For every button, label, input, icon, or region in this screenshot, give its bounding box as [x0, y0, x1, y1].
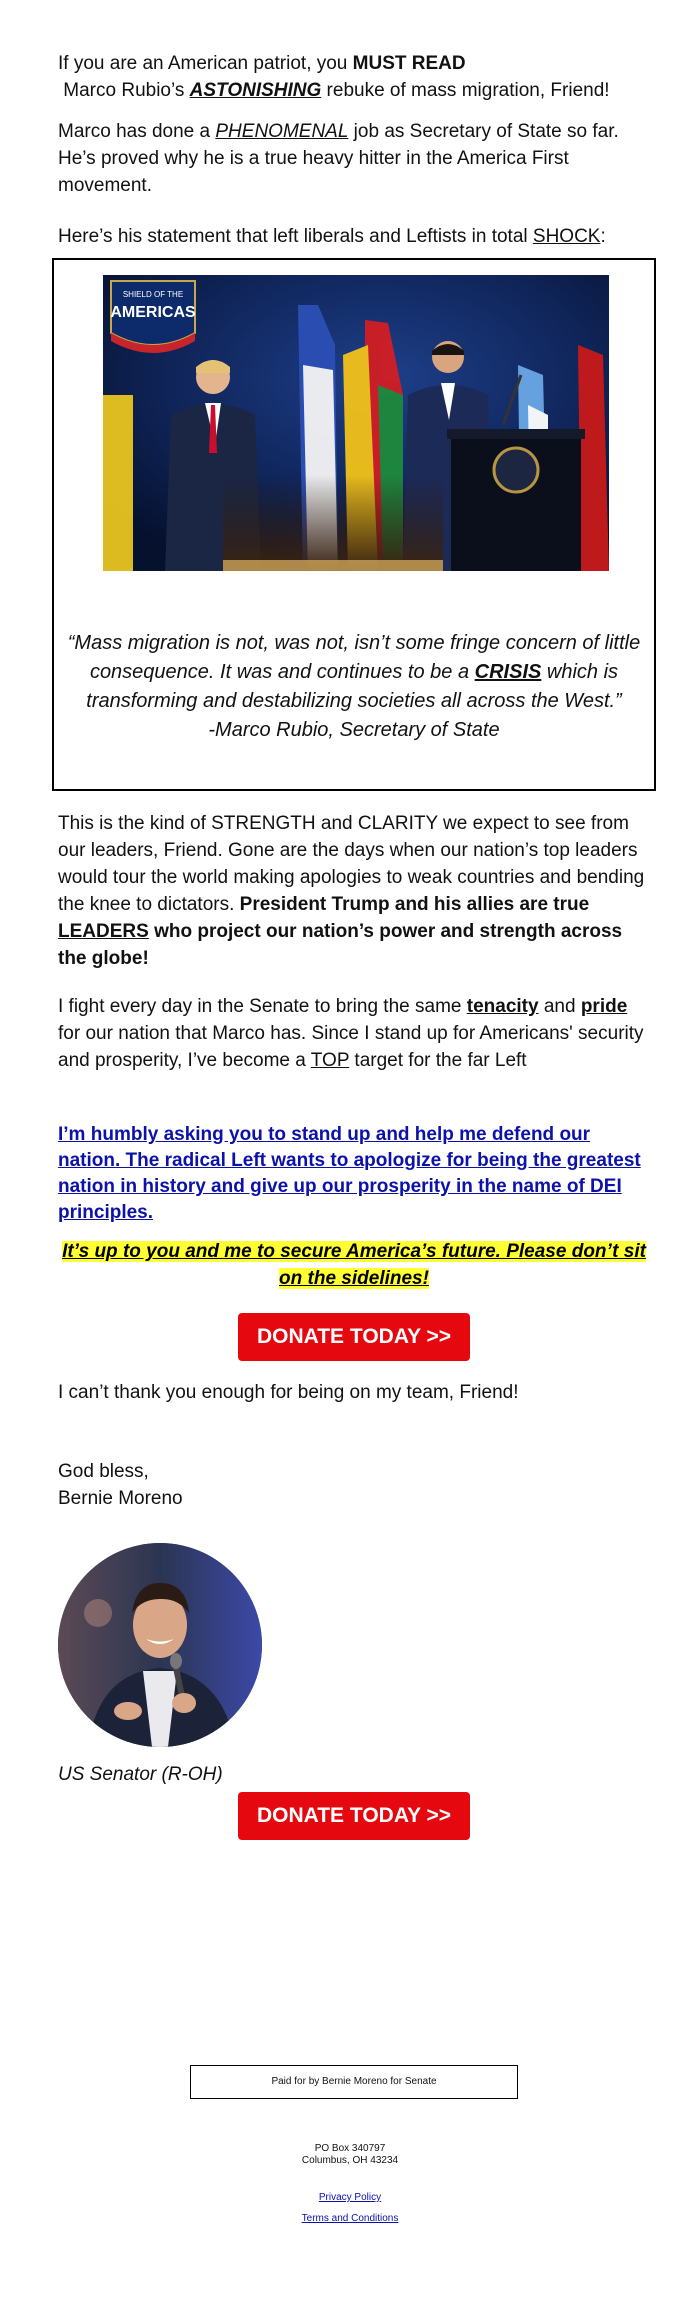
tenacity-paragraph: [58, 993, 650, 1074]
phenomenal-text: PHENOMENAL: [215, 121, 349, 142]
address-line-2: Columbus, OH 43234: [301, 2155, 399, 2166]
signoff-line-1: God bless,: [58, 1461, 149, 1482]
footer-address: [0, 2143, 700, 2167]
ask-link[interactable]: I’m humbly asking you to stand up and help me defend our nation. The radical Left wants to apologize for being the greatest nation in history and give up our prosperity in the name of DEI principles.: [58, 1124, 641, 1223]
pride-text: pride: [580, 996, 628, 1017]
address-line-1: PO Box 340797: [314, 2143, 386, 2154]
para3-text-a: Here’s his statement that left liberals and Leftists in total: [58, 226, 533, 247]
para2-text-a: Marco has done a: [58, 121, 216, 142]
tenacity-text: tenacity: [466, 996, 539, 1017]
quote-box: [52, 258, 656, 791]
privacy-policy-row: [0, 2192, 700, 2203]
senator-title: US Senator (R-OH): [58, 1764, 223, 1785]
privacy-policy-link[interactable]: Privacy Policy: [318, 2192, 382, 2203]
intro-text-3: rebuke of mass migration, Friend!: [321, 80, 610, 101]
donate-button-2[interactable]: DONATE TODAY >>: [238, 1792, 470, 1840]
terms-link[interactable]: Terms and Conditions: [301, 2213, 399, 2224]
quote-text-c: which is transforming and destabilizing societies all across the West.”: [86, 661, 622, 712]
intro-text: If you are an American patriot, you: [58, 53, 353, 74]
rubio-trump-photo: [103, 275, 609, 571]
top-text: TOP: [310, 1050, 350, 1071]
thanks-paragraph: I can’t thank you enough for being on my team, Friend!: [58, 1382, 519, 1403]
logo-line-2: AMERICAS: [110, 304, 196, 321]
para3-text-c: :: [600, 226, 606, 247]
phenomenal-paragraph: [58, 118, 650, 199]
intro-text-2: Marco Rubio’s: [63, 80, 190, 101]
para4-text-b: President Trump and his allies are true: [239, 894, 590, 915]
signoff: [58, 1458, 650, 1512]
paid-for-disclaimer: Paid for by Bernie Moreno for Senate: [190, 2065, 518, 2099]
astonishing-text: ASTONISHING: [189, 80, 322, 101]
para5-text-g: target for the far Left: [349, 1050, 527, 1071]
shock-text: SHOCK: [532, 226, 601, 247]
crisis-text: CRISIS: [474, 661, 542, 683]
donate-button-1[interactable]: DONATE TODAY >>: [238, 1313, 470, 1361]
shock-paragraph: [58, 223, 650, 250]
para5-text-e: for our nation that Marco has. Since I stand up for Americans' security and prosperity, I’ve become a: [58, 1023, 644, 1071]
para4-text-d: who project our nation’s power and strength across the globe!: [58, 921, 623, 969]
senator-photo: [58, 1543, 262, 1747]
leaders-text: LEADERS: [58, 921, 149, 942]
terms-row: [0, 2213, 700, 2224]
highlight-paragraph[interactable]: [58, 1238, 650, 1292]
quote-attribution: -Marco Rubio, Secretary of State: [208, 719, 500, 741]
strength-paragraph: [58, 810, 650, 972]
senator-avatar: [58, 1543, 262, 1747]
event-stage-image: [103, 275, 609, 571]
intro-paragraph: [58, 50, 650, 104]
para4-text-a: This is the kind of STRENGTH and CLARITY we expect to see from our leaders, Friend. Gone are the days when our nation’s top leaders would tour the world making apologies to weak countries and bending the knee to dictators.: [58, 813, 645, 915]
shield-of-americas-logo: [110, 281, 196, 353]
logo-line-1: SHIELD OF THE: [122, 290, 184, 299]
signoff-name: Bernie Moreno: [58, 1488, 183, 1509]
para2-text-c: job as Secretary of State so far. He’s proved why he is a true heavy hitter in the America First movement.: [58, 121, 619, 196]
quote-text-a: “Mass migration is not, was not, isn’t some fringe concern of little consequence. It was and continues to be a: [67, 632, 641, 683]
para5-text-c: and: [538, 996, 581, 1017]
must-read-text: MUST READ: [352, 53, 466, 74]
highlight-text[interactable]: It’s up to you and me to secure America’s future. Please don’t sit on the sidelines!: [62, 1241, 646, 1289]
para5-text-a: I fight every day in the Senate to bring the same: [58, 996, 467, 1017]
rubio-quote: [64, 629, 644, 745]
